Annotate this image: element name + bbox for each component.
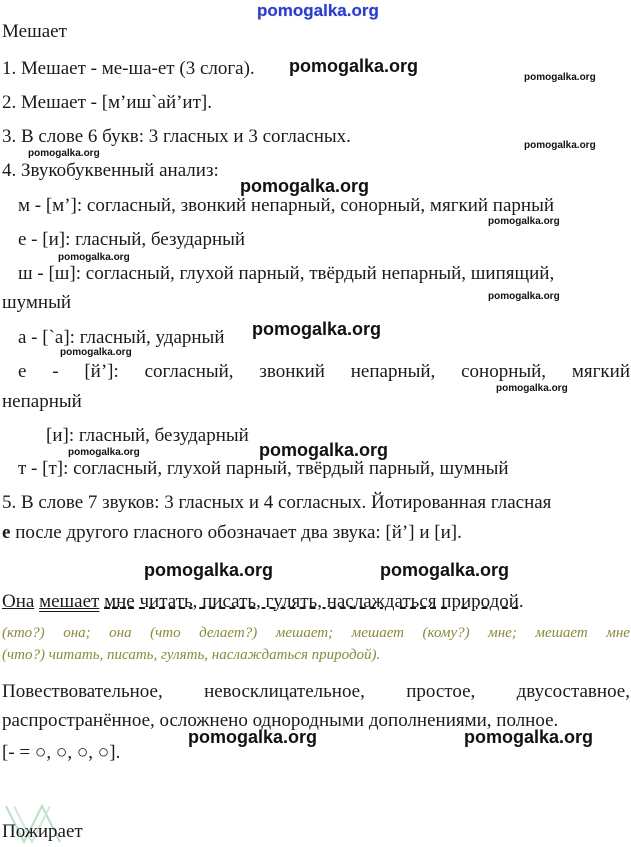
sentence-characteristics-cont: распространённое, осложнено однородными дополнениями, полное. [2, 710, 559, 731]
word: мне; [488, 625, 517, 641]
word: она [109, 625, 132, 641]
word-title: Мешает [2, 21, 67, 42]
word: непарный, [350, 361, 436, 382]
watermark: pomogalka.org [188, 727, 318, 747]
bold-letter: е [2, 522, 11, 543]
watermark-small: pomogalka.org [524, 140, 596, 151]
sound-sh-cont: шумный [2, 292, 72, 313]
object: природой [441, 591, 519, 612]
word: е [18, 361, 27, 382]
word: - [52, 361, 59, 382]
sentence-end: . [518, 591, 524, 612]
word: простое, [406, 681, 476, 702]
sound-sh: ш - [ш]: согласный, глухой парный, твёрдый непарный, шипящий, [18, 263, 555, 284]
watermark-small: pomogalka.org [60, 347, 132, 358]
word: сонорный, [461, 361, 547, 382]
parsed-sentence [2, 590, 524, 614]
word: она; [63, 625, 91, 641]
question-analysis [2, 622, 630, 666]
sentence-scheme: [- = ○, ○, ○, ○]. [2, 742, 121, 763]
item-sounds-cont-text: после другого гласного обозначает два звука: [й’] и [и]. [10, 522, 462, 543]
word: согласный, [144, 361, 234, 382]
sound-e2 [18, 360, 630, 384]
sound-a: а - [`а]: гласный, ударный [18, 327, 225, 348]
watermark-small: pomogalka.org [68, 447, 140, 458]
word: двусоставное, [516, 681, 630, 702]
watermark: pomogalka.org [289, 56, 419, 76]
watermark: pomogalka.org [144, 560, 274, 580]
predicate: мешает [39, 591, 100, 612]
homogeneous-objects: читать, писать, гулять, наслаждаться [139, 591, 437, 612]
item-analysis-heading: 4. Звукобуквенный анализ: [2, 160, 219, 181]
item-letters: 3. В слове 6 букв: 3 гласных и 3 согласных. [2, 126, 351, 147]
word: невосклицательное, [204, 681, 365, 702]
sound-e1: е - [и]: гласный, безударный [18, 229, 246, 250]
word: звонкий [259, 361, 325, 382]
next-word: Пожирает [2, 821, 83, 842]
watermark: pomogalka.org [259, 440, 389, 460]
item-syllables: 1. Мешает - ме-ша-ет (3 слога). [2, 58, 255, 79]
word: мне [606, 625, 630, 641]
sound-t: т - [т]: согласный, глухой парный, твёрдый парный, шумный [18, 458, 509, 479]
item-sounds-cont [2, 521, 462, 545]
watermark-small: pomogalka.org [496, 383, 568, 394]
word: мешает [535, 625, 588, 641]
word: (кто?) [2, 625, 45, 641]
watermark-top: pomogalka.org [257, 1, 379, 20]
watermark-small: pomogalka.org [58, 252, 130, 263]
word: мешает; [275, 625, 334, 641]
watermark: pomogalka.org [464, 727, 594, 747]
word: (что [150, 625, 181, 641]
sound-e2-cont: непарный [2, 391, 82, 412]
word: Повествовательное, [2, 681, 163, 702]
object: мне [104, 591, 135, 612]
watermark: pomogalka.org [240, 176, 370, 196]
word: делает?) [199, 625, 258, 641]
item-transcription: 2. Мешает - [м’иш`ай’ит]. [2, 92, 212, 113]
sound-i: [и]: гласный, безударный [46, 425, 249, 446]
question-analysis-row2: (что?) читать, писать, гулять, наслаждаться природой). [2, 647, 381, 663]
watermark-small: pomogalka.org [28, 148, 100, 159]
word: (кому?) [422, 625, 470, 641]
item-sounds: 5. В слове 7 звуков: 3 гласных и 4 согласных. Йотированная гласная [2, 492, 552, 513]
word: мягкий [571, 361, 630, 382]
watermark: pomogalka.org [252, 319, 382, 339]
subject: Она [2, 591, 35, 612]
sound-m: м - [м’]: согласный, звонкий непарный, сонорный, мягкий парный [18, 195, 555, 216]
watermark: pomogalka.org [380, 560, 510, 580]
watermark-small: pomogalka.org [488, 291, 560, 302]
watermark-small: pomogalka.org [524, 72, 596, 83]
watermark-small: pomogalka.org [488, 216, 560, 227]
word: [й’]: [84, 361, 119, 382]
word: мешает [351, 625, 404, 641]
sentence-characteristics [2, 680, 630, 704]
